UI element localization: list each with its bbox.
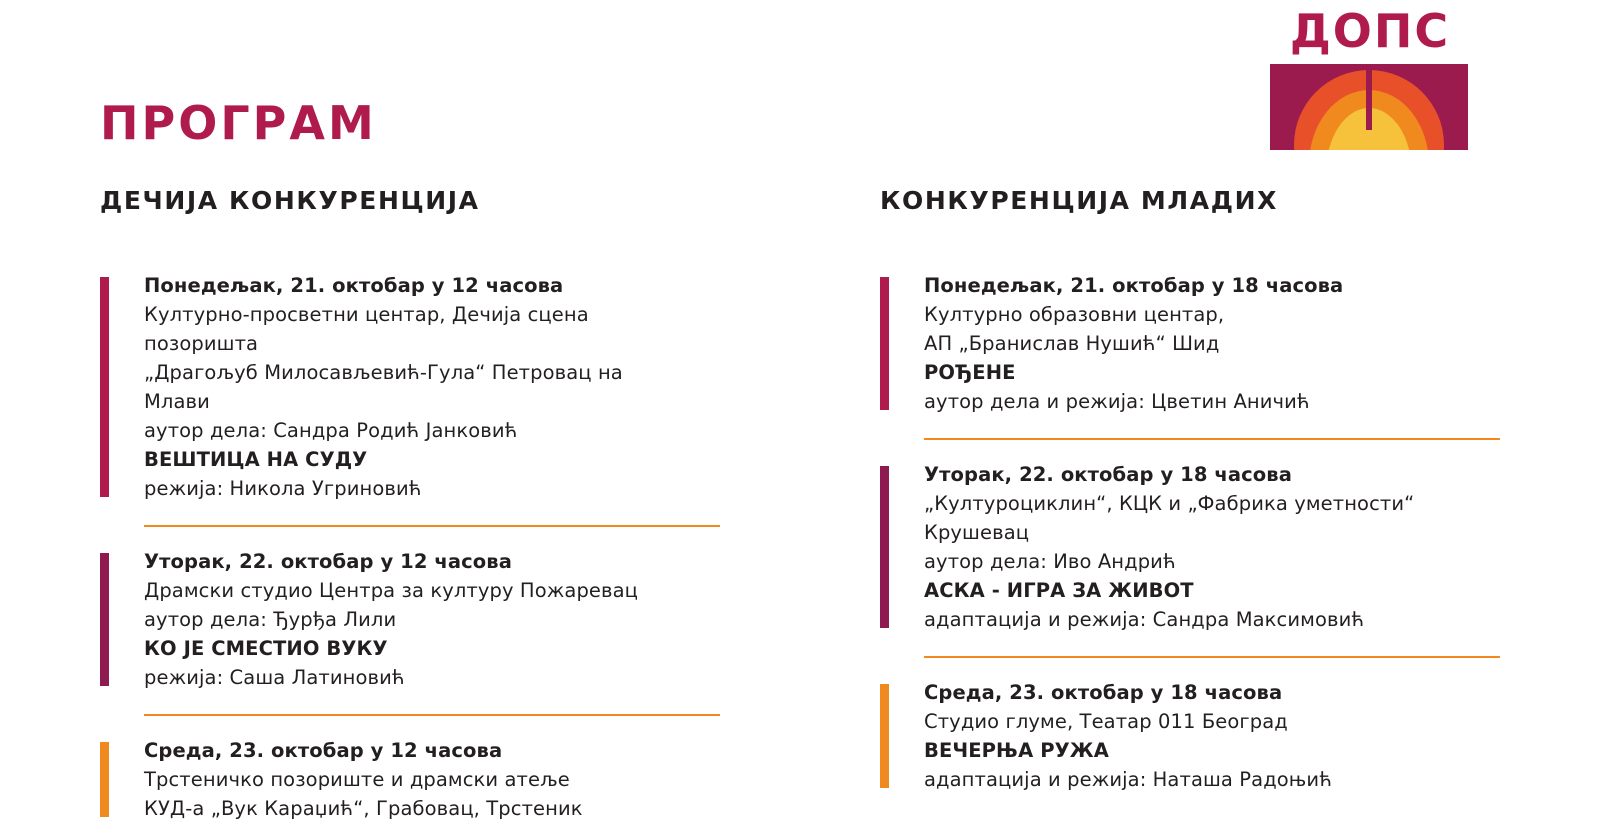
page-title: ПРОГРАМ [100,96,377,150]
entry-line: РОЂЕНЕ [924,361,1016,384]
program-entry [100,736,720,829]
program-entry [100,547,720,698]
entry-divider [144,525,720,527]
entry-bar [880,684,889,788]
entry-divider [144,714,720,716]
entry-bar [100,553,109,686]
entry-line: аутор дела: Ђурђа Лили [144,608,397,631]
column-youth [880,186,1500,837]
program-entry [880,271,1500,422]
entry-line: адаптација и режија: Наташа Радоњић [924,768,1333,791]
program-entry [880,678,1500,800]
entry-line: АП „Бранислав Нушић“ Шид [924,332,1220,355]
entry-line: Уторак, 22. октобар у 12 часова [144,550,512,573]
column-title: КОНКУРЕНЦИЈА МЛАДИХ [880,186,1278,215]
entry-divider [924,438,1500,440]
entry-line: Млави [144,390,210,413]
logo-wordmark: ДОПС [1289,4,1451,58]
entry-line: АСКА - ИГРА ЗА ЖИВОТ [924,579,1194,602]
entry-line: режија: Саша Латиновић [144,666,405,689]
entry-line: Крушевац [924,521,1030,544]
entry-line: „Драгољуб Милосављевић-Гула“ Петровац на [144,361,623,384]
dops-curtain-mark-icon [1270,64,1468,150]
entry-line: Понедељак, 21. октобар у 12 часова [144,274,564,297]
entry-line: аутор дела: Иво Андрић [924,550,1176,573]
entry-line: Понедељак, 21. октобар у 18 часова [924,274,1344,297]
entry-line: КО ЈЕ СМЕСТИО ВУКУ [144,637,388,660]
program-entry [880,460,1500,640]
column-children [100,186,720,837]
program-entry [100,271,720,509]
entry-line: аутор дела: Сандра Родић Јанковић [144,419,518,442]
dops-logo [1270,0,1470,165]
entry-line: Уторак, 22. октобар у 18 часова [924,463,1292,486]
entry-line: адаптација и режија: Сандра Максимовић [924,608,1365,631]
entry-line: „Културоциклин“, КЦК и „Фабрика уметности“ [924,492,1415,515]
entry-line: Културно-просветни центар, Дечија сцена [144,303,589,326]
entry-bar [880,466,889,628]
entry-divider [924,656,1500,658]
entry-line: Среда, 23. октобар у 18 часова [924,681,1283,704]
entry-bar [100,742,109,817]
entry-bar [880,277,889,410]
entry-line: Студио глуме, Театар 011 Београд [924,710,1288,733]
column-title: ДЕЧИЈА КОНКУРЕНЦИЈА [100,186,480,215]
program-columns [100,186,1500,837]
entry-bar [100,277,109,497]
entry-line: ВЕШТИЦА НА СУДУ [144,448,368,471]
entry-line: Драмски студио Центра за културу Пожаревац [144,579,639,602]
entry-line: ВЕЧЕРЊА РУЖА [924,739,1109,762]
entry-line: Трстеничко позориште и драмски атеље [144,768,570,791]
entry-line: аутор дела и режија: Цветин Аничић [924,390,1310,413]
entry-line: КУД-а „Вук Караџић“, Грабовац, Трстеник [144,797,583,820]
entry-line: позоришта [144,332,259,355]
entry-line: режија: Никола Угриновић [144,477,422,500]
entry-line: Среда, 23. октобар у 12 часова [144,739,503,762]
entry-line: Културно образовни центар, [924,303,1225,326]
